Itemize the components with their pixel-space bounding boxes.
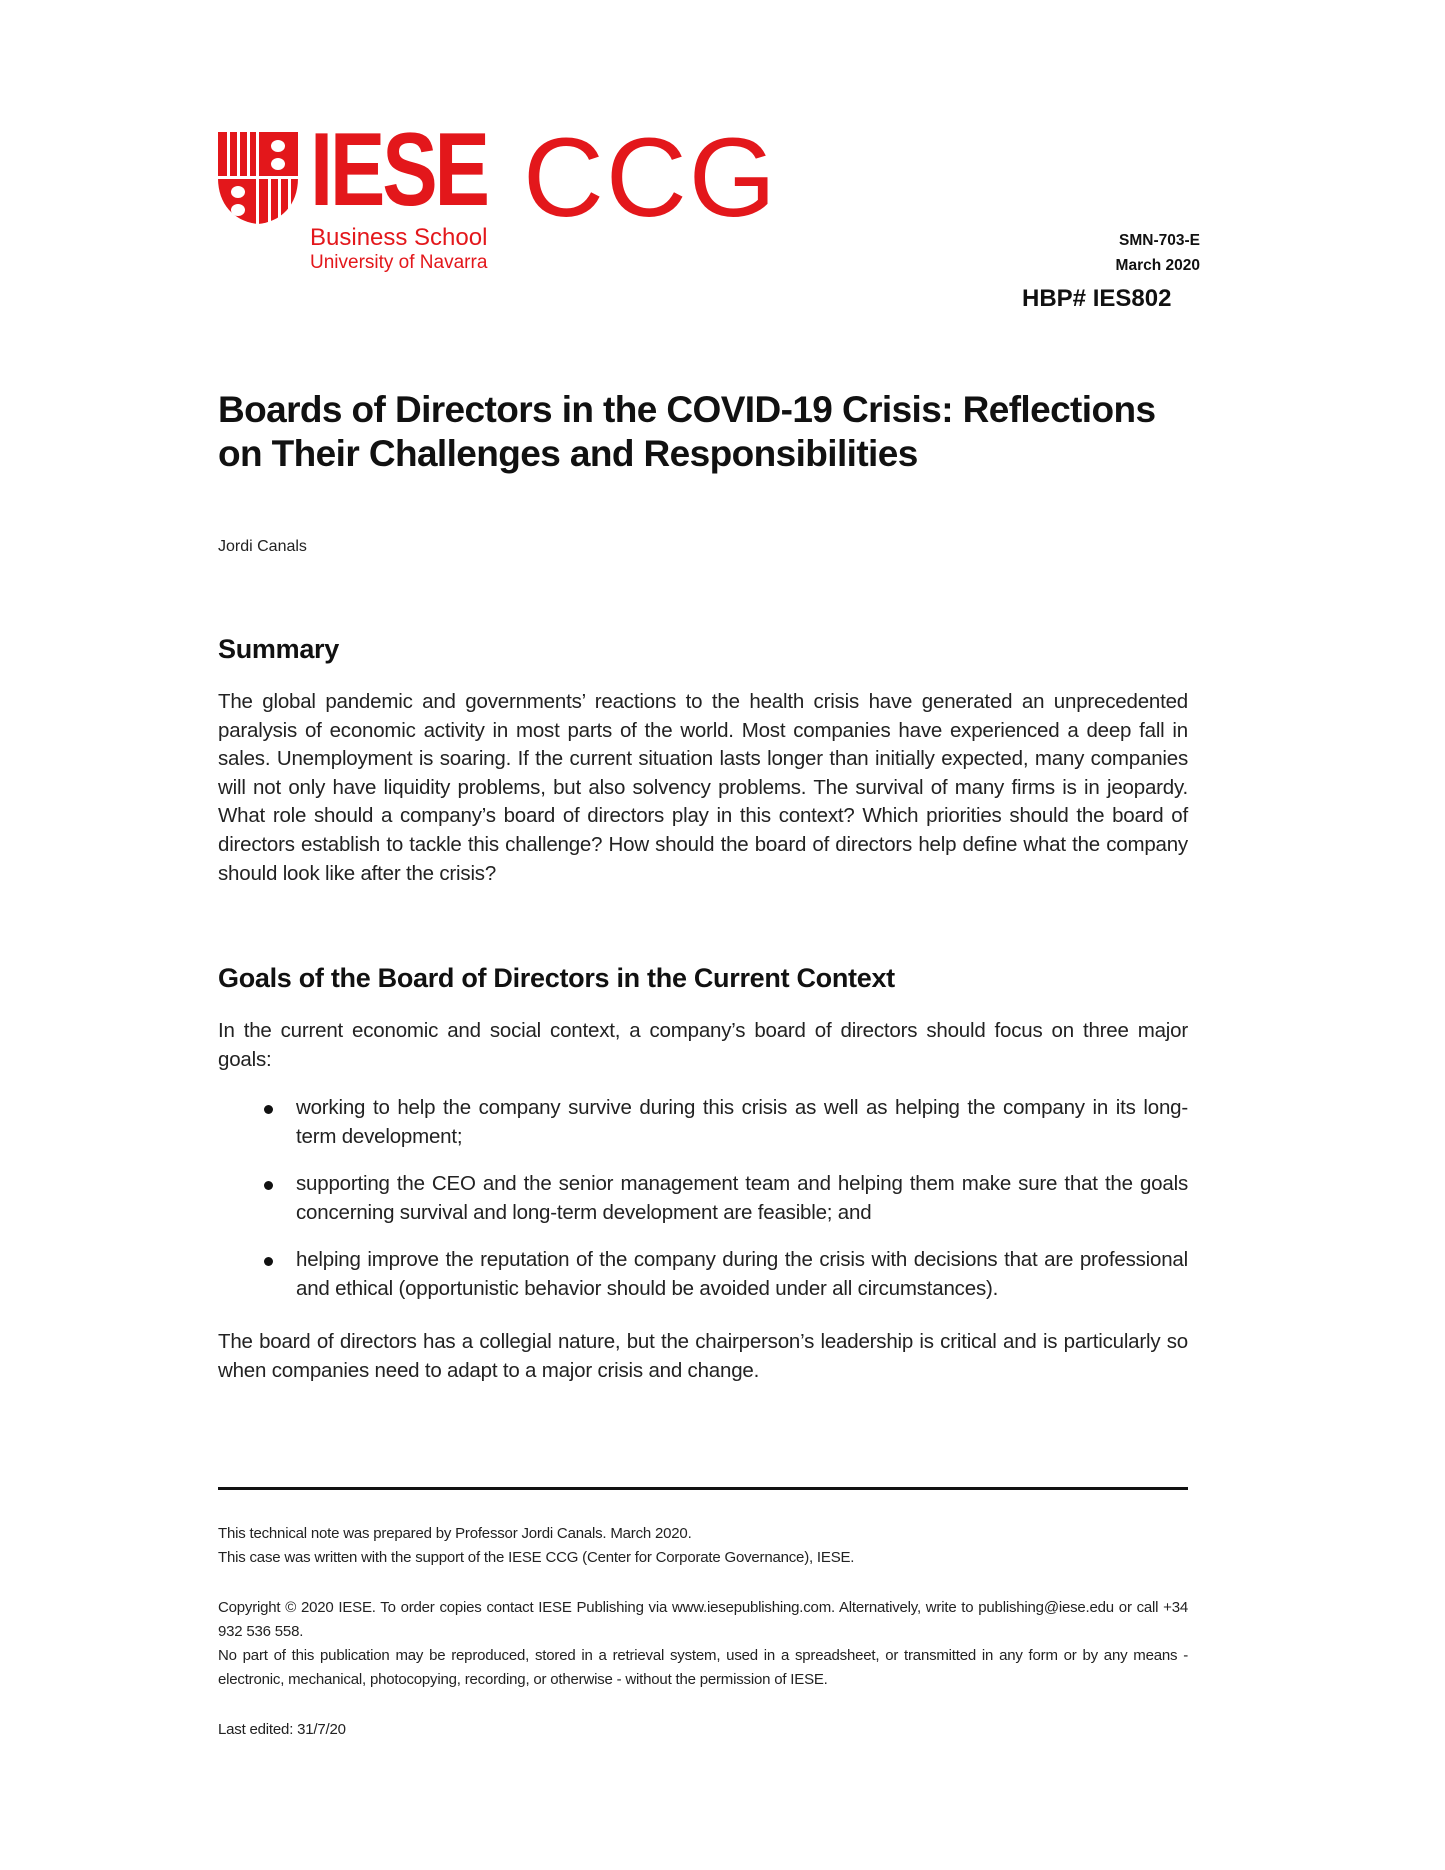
title-line-1: Boards of Directors in the COVID-19 Crisis: Reflections xyxy=(218,389,1156,430)
logo-subtitle-university: University of Navarra xyxy=(310,252,488,273)
list-item-text: supporting the CEO and the senior management team and helping them make sure that the goals concerning survival and long-term development are feasible; and xyxy=(296,1172,1188,1224)
list-item xyxy=(264,1094,1188,1151)
list-item xyxy=(264,1170,1188,1227)
footnote-copyright xyxy=(218,1596,1188,1692)
goals-list xyxy=(264,1094,1188,1323)
iese-ccg-logo xyxy=(218,112,798,282)
copyright-text: Copyright © 2020 IESE. To order copies contact IESE Publishing via www.iesepublishing.com. Alternatively, write to publishing@iese.edu or call +34 932 536 558. xyxy=(218,1599,1188,1640)
bullet-icon xyxy=(264,1257,273,1266)
logo-wordmark: IESE xyxy=(310,112,487,228)
hbp-number: HBP# IES802 xyxy=(1022,285,1172,312)
author: Jordi Canals xyxy=(218,538,307,555)
footnote-authorship xyxy=(218,1522,1188,1570)
logo-program: CCG xyxy=(523,115,778,240)
last-edited: Last edited: 31/7/20 xyxy=(218,1721,346,1738)
list-item-text: working to help the company survive during this crisis as well as helping the company in its long-term development; xyxy=(296,1096,1188,1148)
footnote-divider xyxy=(218,1487,1188,1490)
rights-text: No part of this publication may be reproduced, stored in a retrieval system, used in a spreadsheet, or transmitted in any form or by any means - electronic, mechanical, photocopying, recording, or otherwise - without the permission of IESE. xyxy=(218,1647,1188,1688)
summary-paragraph: The global pandemic and governments’ reactions to the health crisis have generated an unprecedented paralysis of economic activity in most parts of the world. Most companies have experienced a deep fall in sales. Unemployment is soaring. If the current situation lasts longer than initially expected, many companies will not only have liquidity problems, but also solvency problems. The survival of many firms is in jeopardy. What role should a company’s board of directors play in this context? Which priorities should the board of directors establish to tackle this challenge? How should the board of directors help define what the company should look like after the crisis? xyxy=(218,690,1188,885)
list-item-text: helping improve the reputation of the company during the crisis with decisions that are professional and ethical (opportunistic behavior should be avoided under all circumstances). xyxy=(296,1248,1188,1300)
footnote-note-line-1: This technical note was prepared by Professor Jordi Canals. March 2020. xyxy=(218,1525,692,1542)
list-item xyxy=(264,1246,1188,1303)
goals-heading: Goals of the Board of Directors in the Current Context xyxy=(218,963,895,993)
doc-date: March 2020 xyxy=(1115,257,1200,274)
bullet-icon xyxy=(264,1105,273,1114)
doc-code: SMN-703-E xyxy=(1119,232,1200,249)
page-title xyxy=(218,388,1218,476)
goals-intro-paragraph: In the current economic and social context, a company’s board of directors should focus on three major goals: xyxy=(218,1019,1188,1071)
goals-closing-paragraph: The board of directors has a collegial nature, but the chairperson’s leadership is critical and is particularly so when companies need to adapt to a major crisis and change. xyxy=(218,1330,1188,1382)
logo-subtitle-school: Business School xyxy=(310,224,488,251)
summary-heading: Summary xyxy=(218,634,339,664)
document-meta xyxy=(1116,228,1200,278)
title-line-2: on Their Challenges and Responsibilities xyxy=(218,433,918,474)
iese-shield-icon xyxy=(218,132,298,224)
bullet-icon xyxy=(264,1181,273,1190)
footnote-note-line-2: This case was written with the support of the IESE CCG (Center for Corporate Governance), IESE. xyxy=(218,1549,855,1566)
